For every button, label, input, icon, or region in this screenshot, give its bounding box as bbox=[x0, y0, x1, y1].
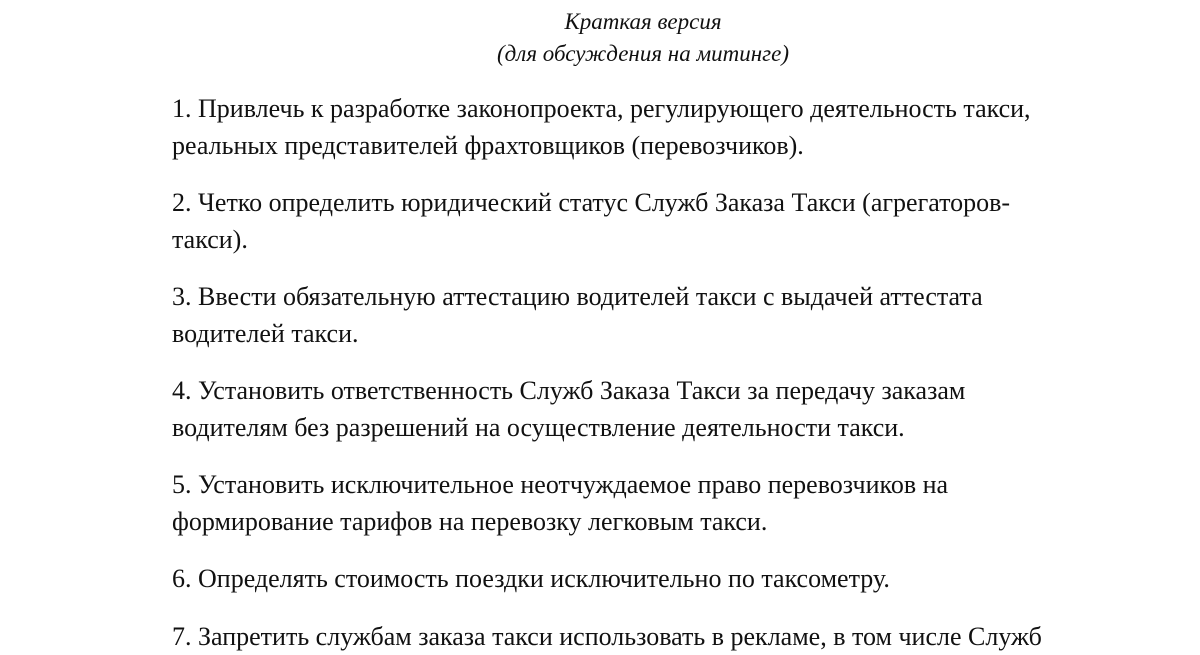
list-item bbox=[172, 466, 1132, 540]
list-item bbox=[172, 184, 1132, 258]
header-title: Краткая версия bbox=[564, 9, 722, 34]
document-header bbox=[0, 6, 1200, 70]
list-item-line: водителям без разрешений на осуществление деятельности такси. bbox=[172, 413, 905, 442]
list-item-line: 5. Установить исключительное неотчуждаемое право перевозчиков на bbox=[172, 470, 949, 499]
proposal-list bbox=[172, 90, 1132, 651]
list-item bbox=[172, 372, 1132, 446]
header-subtitle: (для обсуждения на митинге) bbox=[497, 41, 789, 66]
list-item bbox=[172, 560, 1132, 597]
list-item-line: формирование тарифов на перевозку легковым такси. bbox=[172, 507, 768, 536]
list-item bbox=[172, 90, 1132, 164]
list-item-line: 4. Установить ответственность Служб Заказа Такси за передачу заказам bbox=[172, 376, 966, 405]
list-item-partial bbox=[172, 618, 1042, 655]
list-item-line: 7. Запретить службам заказа такси использовать в рекламе, в том числе Служб bbox=[172, 622, 1042, 651]
list-item-line: 6. Определять стоимость поездки исключительно по таксометру. bbox=[172, 564, 890, 593]
list-item bbox=[172, 278, 1132, 352]
list-item-line: 3. Ввести обязательную аттестацию водителей такси с выдачей аттестата bbox=[172, 282, 983, 311]
list-item-line: реальных представителей фрахтовщиков (перевозчиков). bbox=[172, 131, 804, 160]
list-item-line: 1. Привлечь к разработке законопроекта, регулирующего деятельность такси, bbox=[172, 94, 1031, 123]
list-item-line: такси). bbox=[172, 225, 248, 254]
list-item-line: 2. Четко определить юридический статус Служб Заказа Такси (агрегаторов- bbox=[172, 188, 1011, 217]
list-item-line: водителей такси. bbox=[172, 319, 359, 348]
